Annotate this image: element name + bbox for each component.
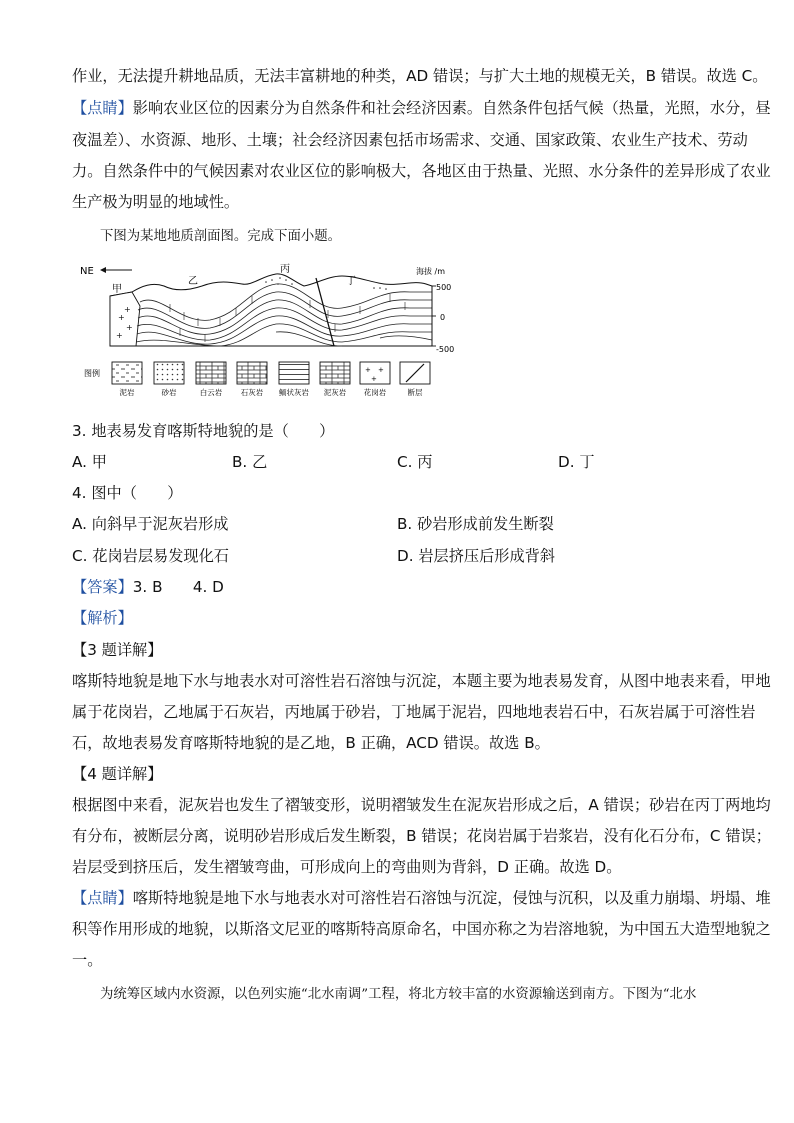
note-line-2: 夜温差）、水资源、地形、土壤；社会经济因素包括市场需求、交通、国家政策、农业生产技术、劳动 <box>72 131 748 149</box>
note-tag: 【点睛】 <box>72 99 133 117</box>
legend-swatch-dolomite <box>196 362 226 384</box>
legend-label-sandstone: 砂岩 <box>161 388 177 397</box>
svg-text:+: + <box>126 323 133 332</box>
svg-text:+: + <box>118 313 125 322</box>
question-4-stem: 4. 图中（ ） <box>72 484 183 502</box>
legend-label-marl: 泥灰岩 <box>323 388 347 397</box>
legend-label-fault: 断层 <box>407 388 423 397</box>
svg-text:+: + <box>116 331 123 340</box>
note2-line-2: 积等作用形成的地貌，以斯洛文尼亚的喀斯特高原命名，中国亦称之为岩溶地貌，为中国五大造型地貌之 <box>72 920 771 938</box>
section-body <box>110 274 432 346</box>
detail-3-title: 【3 题详解】 <box>72 641 163 659</box>
note2-tag: 【点睛】 <box>72 889 133 907</box>
tick-neg500: -500 <box>436 345 455 354</box>
q4-option-c: C. 花岗岩层易发现化石 <box>72 547 229 565</box>
q3-option-c: C. 丙 <box>397 453 433 471</box>
geologic-profile-figure <box>80 262 460 398</box>
legend-label-dolomite: 白云岩 <box>199 388 223 397</box>
note-text: 影响农业区位的因素分为自然条件和社会经济因素。自然条件包括气候（热量，光照，水分，昼 <box>132 99 771 117</box>
detail-3-line-3: 石，故地表易发育喀斯特地貌的是乙地，B 正确，ACD 错误。故选 B。 <box>72 734 550 752</box>
detail-3-line-2: 属于花岗岩，乙地属于石灰岩，丙地属于砂岩，丁地属于泥岩，四地地表岩石中，石灰岩属于可溶性岩 <box>72 703 756 721</box>
svg-text:+: + <box>365 366 371 374</box>
svg-text:+: + <box>124 305 131 314</box>
detail-4-title: 【4 题详解】 <box>72 765 163 783</box>
note-line-4: 生产极为明显的地域性。 <box>72 193 240 211</box>
q3-option-d: D. 丁 <box>558 453 595 471</box>
legend-title: 图例 <box>84 369 100 378</box>
text-line: 作业，无法提升耕地品质，无法丰富耕地的种类，AD 错误；与扩大土地的规模无关，B 错误。故选 C。 <box>72 67 768 85</box>
detail-3-line-1: 喀斯特地貌是地下水与地表水对可溶性岩石溶蚀与沉淀，本题主要为地表易发育，从图中地表来看，甲地 <box>72 672 771 690</box>
legend-label-mudstone: 泥岩 <box>119 388 135 397</box>
note-line-1 <box>72 98 771 118</box>
legend-label-granite: 花岗岩 <box>363 388 387 397</box>
answer-tag: 【答案】 <box>72 578 133 596</box>
note2-line-3: 一。 <box>72 951 103 969</box>
q3-option-b: B. 乙 <box>232 453 268 471</box>
axis-title: 海拔 /m <box>416 267 446 276</box>
q3-option-a: A. 甲 <box>72 453 107 471</box>
legend-swatch-oolitic <box>279 362 309 384</box>
q4-option-b: B. 砂岩形成前发生断裂 <box>397 515 554 533</box>
tick-500: 500 <box>436 283 452 292</box>
answer-line <box>72 577 726 597</box>
label-bing: 丙 <box>280 264 290 275</box>
label-ding: 丁 <box>346 276 356 287</box>
tick-0: 0 <box>440 313 446 322</box>
svg-text:+: + <box>378 366 384 374</box>
label-yi: 乙 <box>188 276 198 287</box>
q4-option-d: D. 岩层挤压后形成背斜 <box>397 547 556 565</box>
direction-label: NE <box>80 266 94 277</box>
legend-swatch-limestone <box>237 362 267 384</box>
analysis-title: 【解析】 <box>72 609 133 627</box>
question-3-stem: 3. 地表易发育喀斯特地貌的是（ ） <box>72 422 335 440</box>
legend-swatch-marl <box>320 362 350 384</box>
legend-label-limestone: 石灰岩 <box>240 388 264 397</box>
note2-text: 喀斯特地貌是地下水与地表水对可溶性岩石溶蚀与沉淀，侵蚀与沉积，以及重力崩塌、坍塌、堆 <box>132 889 771 907</box>
note-line-3: 力。自然条件中的气候因素对农业区位的影响极大，各地区由于热量、光照、水分条件的差异形成了农业 <box>72 162 771 180</box>
label-jia: 甲 <box>112 284 122 295</box>
detail-4-line-3: 岩层受到挤压后，发生褶皱弯曲，可形成向上的弯曲则为背斜，D 正确。故选 D。 <box>72 858 622 876</box>
answer-text: 3. B 4. D <box>132 578 224 596</box>
svg-text:+: + <box>371 375 377 383</box>
detail-4-line-2: 有分布，被断层分离，说明砂岩形成后发生断裂，B 错误；花岗岩属于岩浆岩，没有化石分布，C 错误； <box>72 827 771 845</box>
legend-swatch-sandstone <box>154 362 184 384</box>
figure-intro: 下图为某地地质剖面图。完成下面小题。 <box>100 229 342 244</box>
next-question-intro: 为统筹区域内水资源，以色列实施“北水南调”工程，将北方较丰富的水资源输送到南方。下图为“北水 <box>100 987 697 1002</box>
q4-option-a: A. 向斜早于泥灰岩形成 <box>72 515 229 533</box>
note2-line-1 <box>72 888 771 908</box>
legend <box>84 362 430 397</box>
legend-swatch-mudstone <box>112 362 142 384</box>
legend-label-oolitic: 鲕状灰岩 <box>279 388 309 397</box>
detail-4-line-1: 根据图中来看，泥灰岩也发生了褶皱变形，说明褶皱发生在泥灰岩形成之后，A 错误；砂岩在丙丁两地均 <box>72 796 771 814</box>
